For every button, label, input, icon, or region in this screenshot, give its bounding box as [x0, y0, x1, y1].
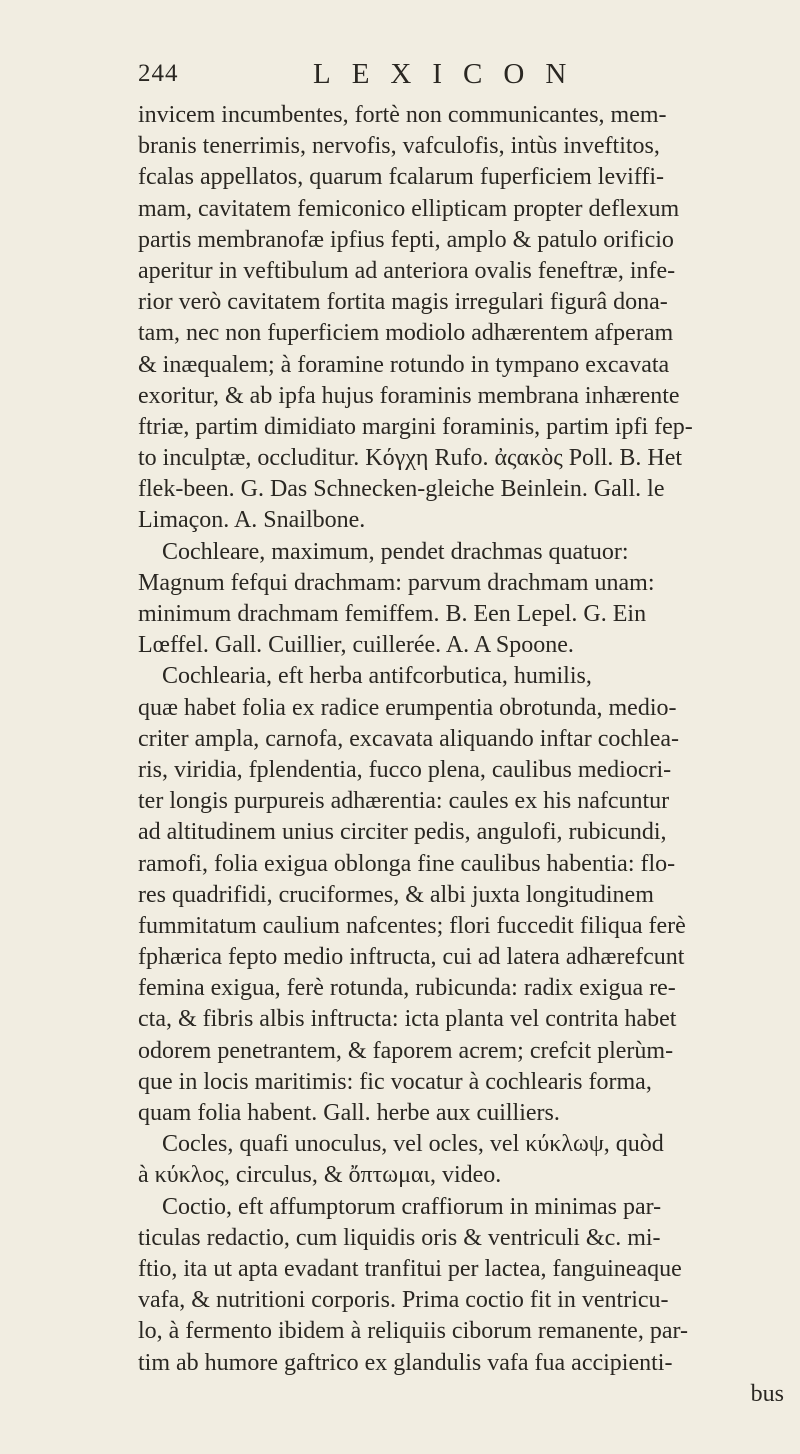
text-line: ftriæ, partim dimidiato margini foraminis, partim ipfi fep-	[138, 413, 693, 440]
page-header	[138, 58, 658, 98]
text-line: to inculptæ, occluditur. Κόγχη Rufo. ἀςακὸς Poll. B. Het	[138, 445, 683, 472]
text-line: ris, viridia, fplendentia, fucco plena, caulibus mediocri-	[138, 756, 672, 783]
text-line: rior verò cavitatem fortita magis irregulari figurâ dona-	[138, 289, 668, 316]
text-line: Limaçon. A. Snailbone.	[138, 507, 366, 534]
text-line: res quadrifidi, cruciformes, & albi juxta longitudinem	[138, 881, 654, 908]
text-line: odorem penetrantem, & faporem acrem; crefcit plerùm-	[138, 1037, 674, 1064]
text-line: fcalas appellatos, quarum fcalarum fuperficiem leviffi-	[138, 164, 664, 191]
text-line: lo, à fermento ibidem à reliquiis ciborum remanente, par-	[138, 1318, 688, 1345]
text-line: femina exigua, ferè rotunda, rubicunda: radix exigua re-	[138, 975, 676, 1002]
text-line: invicem incumbentes, fortè non communicantes, mem-	[138, 102, 667, 128]
text-line: tim ab humore gaftrico ex glandulis vafa fua accipienti-	[138, 1349, 673, 1376]
text-body	[138, 100, 792, 1410]
catchword: bus	[750, 1380, 784, 1407]
text-line: que in locis maritimis: fic vocatur à cochlearis forma,	[138, 1068, 652, 1095]
entry-heading-line: Coctio, eft affumptorum craffiorum in minimas par-	[162, 1193, 662, 1220]
text-line: Magnum fefqui drachmam: parvum drachmam unam:	[138, 569, 655, 596]
text-line: branis tenerrimis, nervofis, vafculofis, intùs inveftitos,	[138, 133, 660, 160]
text-line: cta, & fibris albis inftructa: icta planta vel contrita habet	[138, 1006, 677, 1033]
entry-heading-line: Cocles, quafi unoculus, vel ocles, vel κύκλωψ, quòd	[162, 1131, 664, 1158]
text-line: mam, cavitatem femiconico ellipticam propter deflexum	[138, 195, 680, 222]
text-line: ftio, ita ut apta evadant tranfitui per lactea, fanguineaque	[138, 1255, 682, 1282]
running-head: LEXICON	[313, 58, 588, 90]
text-line: & inæqualem; à foramine rotundo in tympano excavata	[138, 351, 670, 378]
entry-heading-line: Cochleare, maximum, pendet drachmas quatuor:	[162, 538, 629, 565]
text-line: tam, nec non fuperficiem modiolo adhærentem afperam	[138, 320, 674, 347]
text-line: Lœffel. Gall. Cuillier, cuillerée. A. A Spoone.	[138, 632, 574, 659]
text-line: quæ habet folia ex radice erumpentia obrotunda, medio-	[138, 694, 677, 721]
entry-heading-line: Cochlearia, eft herba antifcorbutica, humilis,	[162, 663, 592, 690]
page-number: 244	[138, 60, 179, 87]
text-line: aperitur in veftibulum ad anteriora ovalis feneftræ, infe-	[138, 257, 676, 284]
text-line: criter ampla, carnofa, excavata aliquando inftar cochlea-	[138, 725, 680, 752]
text-line: flek-been. G. Das Schnecken-gleiche Beinlein. Gall. le	[138, 476, 665, 503]
text-line: minimum drachmam femiffem. B. Een Lepel. G. Ein	[138, 601, 647, 627]
text-line: ticulas redactio, cum liquidis oris & ventriculi &c. mi-	[138, 1224, 661, 1251]
text-line: vafa, & nutritioni corporis. Prima coctio fit in ventricu-	[138, 1287, 669, 1314]
text-line: quam folia habent. Gall. herbe aux cuilliers.	[138, 1100, 560, 1126]
text-line: à κύκλος, circulus, & ὄπτωμαι, video.	[138, 1162, 502, 1189]
text-line: ad altitudinem unius circiter pedis, angulofi, rubicundi,	[138, 819, 667, 846]
text-line: partis membranofæ ipfius fepti, amplo & patulo orificio	[138, 226, 674, 253]
text-line: fummitatum caulium nafcentes; flori fuccedit filiqua ferè	[138, 912, 686, 939]
text-line: fphærica fepto medio inftructa, cui ad latera adhærefcunt	[138, 944, 685, 971]
text-line: ramofi, folia exigua oblonga fine caulibus habentia: flo-	[138, 850, 676, 877]
text-line: exoritur, & ab ipfa hujus foraminis membrana inhærente	[138, 382, 680, 409]
text-line: ter longis purpureis adhærentia: caules ex his nafcuntur	[138, 788, 670, 815]
